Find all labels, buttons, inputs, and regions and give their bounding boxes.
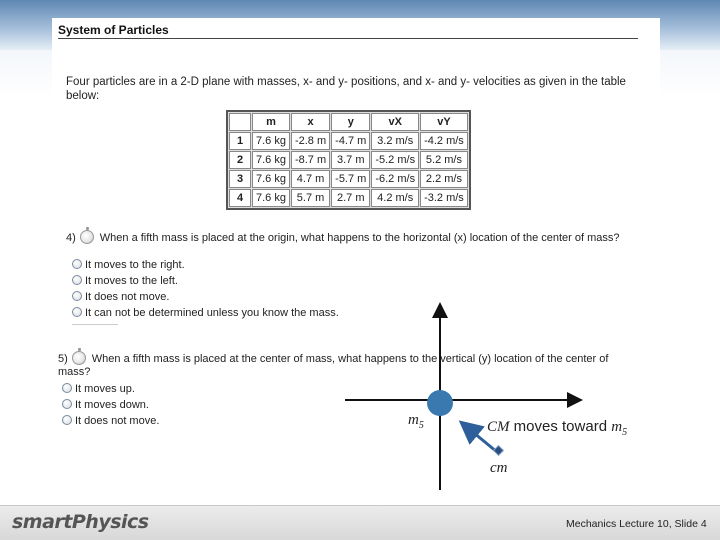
question-5-number: 5) [58,353,68,365]
cm-symbol: CM [487,419,510,435]
cm-caption [487,418,627,438]
cm-target-symbol: m [611,419,623,435]
column-header-vy: vY [420,113,468,131]
table-cell: -3.2 m/s [420,189,468,207]
row-number: 2 [229,151,251,169]
question-4-number: 4) [66,232,76,244]
q5-option-1-label: It moves up. [75,383,135,395]
row-number: 3 [229,170,251,188]
table-cell: 7.6 kg [252,189,290,207]
q4-option-3-label: It does not move. [85,291,170,303]
q4-option-4-label: It can not be determined unless you know the mass. [85,307,339,319]
table-cell: 3.7 m [331,151,370,169]
q4-option-1-label: It moves to the right. [85,259,185,271]
m5-symbol: m [408,412,419,428]
table-cell: -5.2 m/s [371,151,419,169]
row-number: 1 [229,132,251,150]
mass-m5 [427,390,453,416]
smartphysics-logo: smartPhysics [12,511,149,533]
m5-label [408,412,424,431]
table-cell: -5.7 m [331,170,370,188]
cm-caption-text: moves toward [509,418,612,435]
table-cell: 4.7 m [291,170,330,188]
table-cell: 4.2 m/s [371,189,419,207]
table-cell: -8.7 m [291,151,330,169]
table-cell: 5.2 m/s [420,151,468,169]
intro-text: Four particles are in a 2-D plane with masses, x- and y- positions, and x- and y- velocities as given in the table below: [66,76,626,102]
cm-label: cm [490,460,508,476]
table-cell: -6.2 m/s [371,170,419,188]
slide-info: Mechanics Lecture 10, Slide 4 [566,518,707,530]
column-header-m: m [252,113,290,131]
q5-option-3-label: It does not move. [75,415,160,427]
column-header-vx: vX [371,113,419,131]
table-cell: 3.2 m/s [371,132,419,150]
row-number: 4 [229,189,251,207]
table-cell: 2.2 m/s [420,170,468,188]
table-cell: 2.7 m [331,189,370,207]
question-4-text: When a fifth mass is placed at the origin, what happens to the horizontal (x) location of the center of mass? [99,232,620,244]
table-cell: -4.2 m/s [420,132,468,150]
cm-target-subscript: 5 [622,427,628,438]
table-cell: -2.8 m [291,132,330,150]
m5-subscript: 5 [418,420,424,431]
table-cell: -4.7 m [331,132,370,150]
q4-option-2-label: It moves to the left. [85,275,178,287]
question-5-text: When a fifth mass is placed at the center of mass, what happens to the vertical (y) location of the center of mass? [58,353,609,378]
column-header-y: y [331,113,370,131]
q5-option-2-label: It moves down. [75,399,149,411]
table-cell: 7.6 kg [252,151,290,169]
table-cell: 7.6 kg [252,132,290,150]
table-cell: 5.7 m [291,189,330,207]
column-header-x: x [291,113,330,131]
table-cell: 7.6 kg [252,170,290,188]
cm-marker [494,446,504,456]
panel-title: System of Particles [58,23,169,37]
